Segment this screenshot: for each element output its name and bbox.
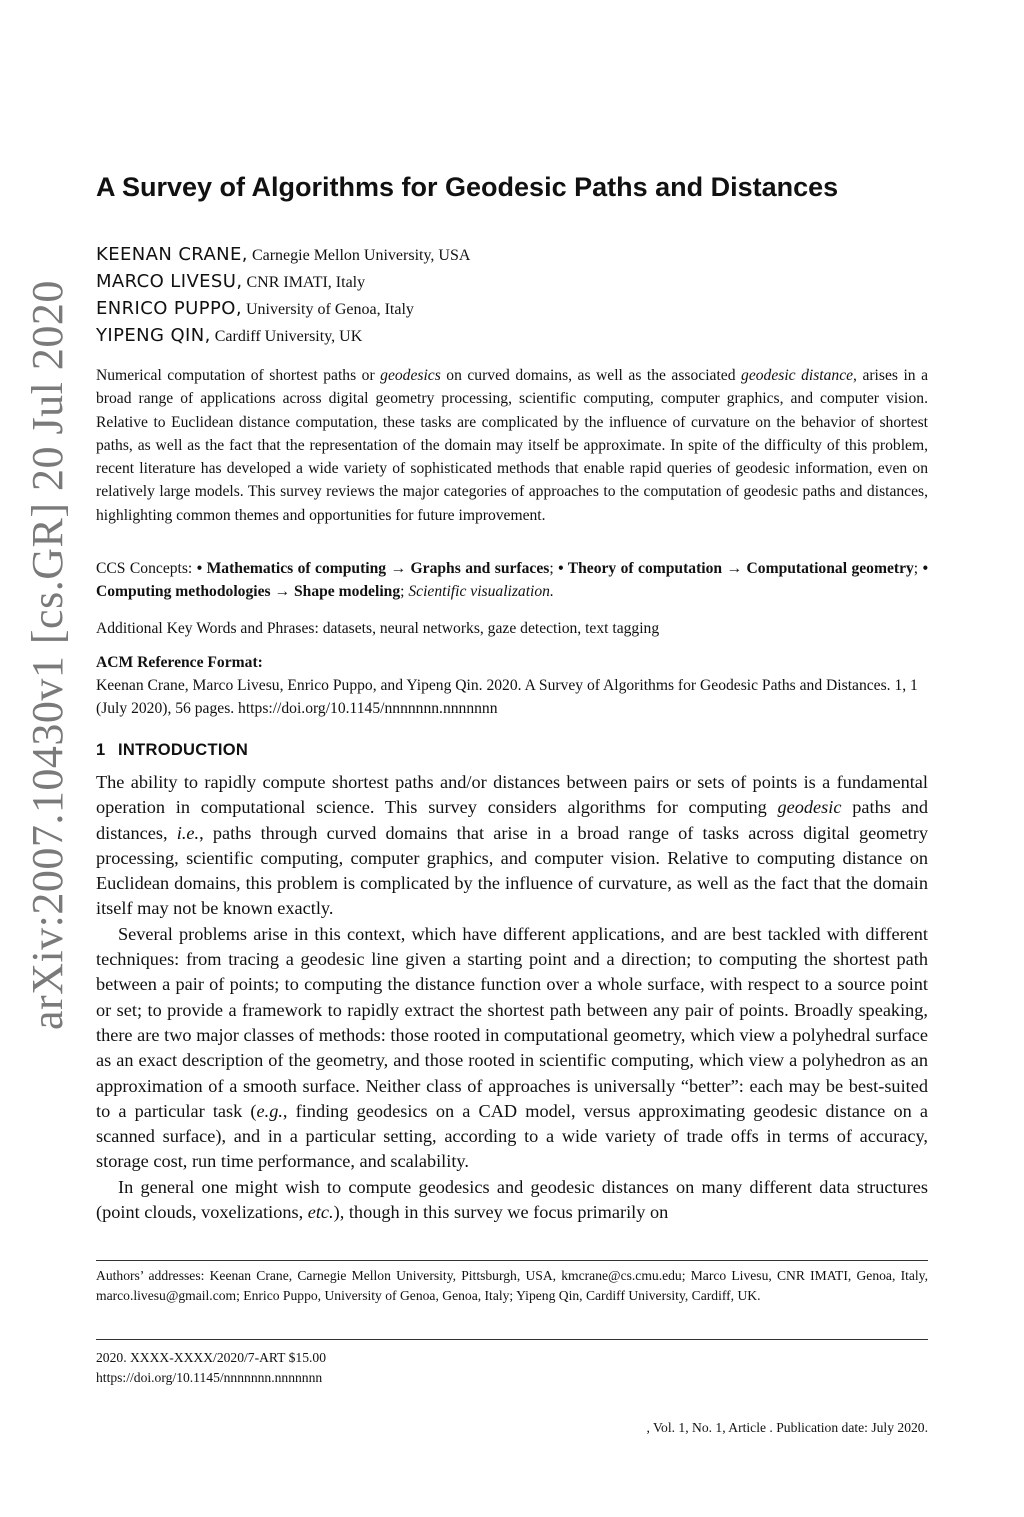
paragraph-emphasis: geodesic [777, 797, 842, 818]
ccs-separator: ; [400, 583, 409, 601]
author-4 [96, 322, 928, 349]
footnote-divider [96, 1260, 928, 1261]
ccs-concept: • Mathematics of computing → Graphs and surfaces [196, 560, 550, 577]
ccs-concept: • Computing methodologies → Shape modeling [96, 560, 929, 601]
abstract [96, 364, 928, 527]
page-footer: , Vol. 1, No. 1, Article . Publication date: July 2020. [646, 1420, 928, 1435]
author-3 [96, 295, 928, 322]
paragraph-emphasis: i.e. [176, 822, 200, 843]
author-name: MARCO LIVESU, [96, 271, 243, 292]
paragraph-text: The ability to rapidly compute shortest paths and/or distances between pairs or sets of points is a fundamental operation in computational science. This survey considers algorithms for computing [96, 772, 928, 818]
price-line: 2020. XXXX-XXXX/2020/7-ART $15.00 [96, 1350, 327, 1365]
author-name: KEENAN CRANE, [96, 244, 248, 265]
author-1 [96, 241, 928, 268]
paper-title: A Survey of Algorithms for Geodesic Paths and Distances [96, 172, 839, 202]
author-list [96, 241, 928, 349]
arxiv-stamp: arXiv:2007.10430v1 [cs.GR] 20 Jul 2020 [23, 280, 72, 1030]
author-affiliation: Cardiff University, UK [214, 328, 363, 345]
paragraph-emphasis: etc. [307, 1202, 334, 1223]
abstract-text: Numerical computation of shortest paths or [96, 367, 381, 384]
ccs-label: CCS Concepts: [96, 560, 197, 577]
author-affiliation: University of Genoa, Italy [245, 301, 414, 318]
abstract-emphasis: geodesic distance [741, 367, 854, 384]
acm-reference-text: Keenan Crane, Marco Livesu, Enrico Puppo, and Yipeng Qin. 2020. A Survey of Algorithms for Geodesic Paths and Distances. 1, 1 (July 2020), 56 pages. https://doi.org/10.1145/nnnnnnn.nnnnnnn [96, 677, 918, 718]
author-2 [96, 268, 928, 295]
author-name: ENRICO PUPPO, [96, 298, 242, 319]
paragraph-text: , paths through curved domains that arise in a broad range of tasks across digital geometry processing, scientific computing, computer graphics, and computer vision. Relative to computing distance on Euclidean domains, this problem is complicated by the influence of curvature, as well as the fact that the domain itself may not be known exactly. [96, 822, 928, 919]
author-addresses-footnote: Authors’ addresses: Keenan Crane, Carnegie Mellon University, Pittsburgh, USA, kmcrane@cs.cmu.edu; Marco Livesu, CNR IMATI, Genoa, Italy, marco.livesu@gmail.com; Enrico Puppo, University of Genoa, Genoa, Italy; Yipeng Qin, Cardiff University, Cardiff, UK. [96, 1268, 928, 1303]
doi-link[interactable]: https://doi.org/10.1145/nnnnnnn.nnnnnnn [96, 1369, 323, 1385]
keywords: Additional Key Words and Phrases: datasets, neural networks, gaze detection, text tagging [96, 620, 660, 637]
acm-reference-heading: ACM Reference Format: [96, 654, 263, 671]
paragraph-text: , finding geodesics on a CAD model, versus approximating geodesic distance on a scanned surface), and in a particular setting, according to a wide variety of trade offs in terms of accuracy, storage cost, run time performance, and scalability. [96, 1100, 928, 1172]
paragraph-text: In general one might wish to compute geodesics and geodesic distances on many different data structures (point clouds, voxelizations, [96, 1176, 928, 1223]
section-title: INTRODUCTION [118, 741, 249, 759]
paragraph [96, 922, 928, 1175]
paragraph [96, 770, 928, 922]
copyright-block [96, 1348, 326, 1387]
abstract-emphasis: geodesics [380, 367, 441, 384]
paragraph-text: ), though in this survey we focus primarily on [333, 1202, 669, 1223]
abstract-text: on curved domains, as well as the associated [440, 367, 742, 384]
ccs-concept: Scientific visualization. [408, 583, 554, 601]
section-number: 1 [96, 741, 106, 759]
paragraph-text: Several problems arise in this context, which have different applications, and are best tackled with different techniques: from tracing a geodesic line given a starting point and a direction; to computing the shortest path between a pair of points; to computing the distance function over a whole surface, with respect to a source point or set; to provide a framework to rapidly extract the shortest path between any pair of points. Broadly speaking, there are two major classes of methods: those rooted in computational geometry, which view a polyhedral surface as an exact description of the geometry, and those rooted in scientific computing, which view a polyhedron as an approximation of a smooth surface. Neither class of approaches is universally “better”: each may be best-suited to a particular task ( [96, 923, 928, 1121]
ccs-concept: • Theory of computation → Computational geometry [558, 560, 914, 577]
paragraph-emphasis: e.g. [256, 1100, 283, 1121]
paragraph [96, 1175, 928, 1226]
ccs-separator: ; [549, 560, 559, 577]
author-affiliation: CNR IMATI, Italy [246, 274, 366, 291]
section-heading [96, 741, 248, 760]
ccs-separator: ; [913, 560, 923, 577]
paragraph-text: paths and distances, [96, 797, 928, 843]
intro-body [96, 770, 928, 1225]
abstract-text: , arises in a broad range of applications across digital geometry processing, scientific computing, computer graphics, and computer vision. Relative to Euclidean distance computation, these tasks are complicated by the influence of curvature on the behavior of shortest paths, as well as the fact that the representation of the domain may itself be approximate. In spite of the difficulty of this problem, recent literature has developed a wide variety of sophisticated methods that enable rapid queries of geodesic information, even on relatively large models. This survey reviews the major categories of approaches to the computation of geodesic paths and distances, highlighting common themes and opportunities for future improvement. [96, 367, 928, 524]
author-affiliation: Carnegie Mellon University, USA [251, 247, 471, 264]
author-name: YIPENG QIN, [96, 325, 211, 346]
ccs-concepts [96, 557, 928, 604]
copyright-divider [96, 1339, 928, 1340]
